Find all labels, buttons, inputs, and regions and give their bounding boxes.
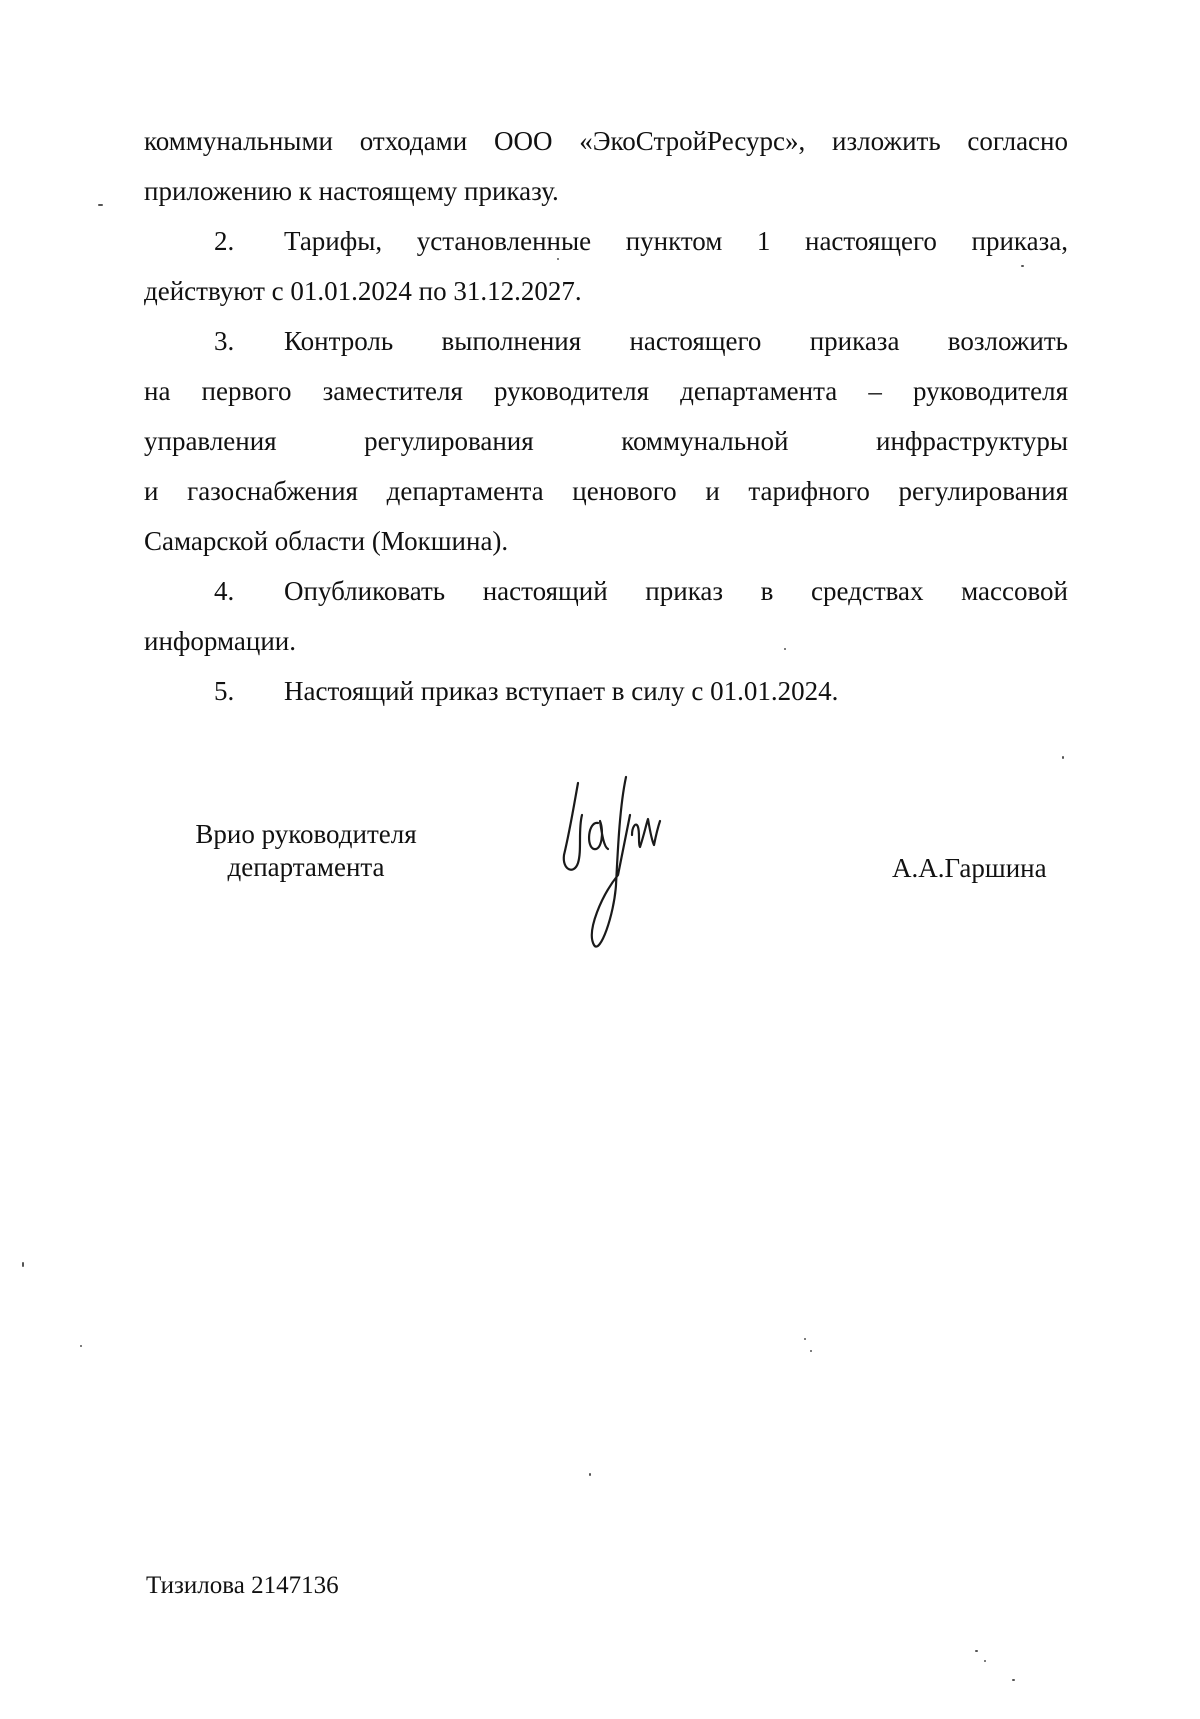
handwritten-signature-icon xyxy=(560,775,670,965)
item-3-text-line-3: управления регулирования коммунальной инфраструктуры xyxy=(144,426,1068,456)
paragraph-1-line-2: приложению к настоящему приказу. xyxy=(144,176,559,206)
item-5-number: 5. xyxy=(214,676,235,706)
item-4-text-line-2: информации. xyxy=(144,626,296,656)
signatory-position xyxy=(186,818,426,884)
item-3-text-line-1: Контроль выполнения настоящего приказа возложить xyxy=(284,326,1068,356)
item-4-line-1 xyxy=(144,566,1068,616)
scan-speck xyxy=(1012,1679,1015,1681)
item-4-number: 4. xyxy=(214,576,235,606)
scan-speck xyxy=(784,648,786,650)
item-4-text-line-1: Опубликовать настоящий приказ в средствах массовой xyxy=(284,576,1068,606)
item-5 xyxy=(144,666,1068,716)
scan-speck xyxy=(804,1338,806,1340)
item-2-number: 2. xyxy=(214,226,235,256)
item-2 xyxy=(144,216,1068,316)
scan-speck xyxy=(589,1473,591,1476)
item-2-text-line-2: действуют с 01.01.2024 по 31.12.2027. xyxy=(144,276,582,306)
item-3 xyxy=(144,316,1068,566)
scan-speck xyxy=(810,1350,812,1352)
signatory-position-line-1: Врио руководителя xyxy=(195,819,417,849)
item-2-line-1 xyxy=(144,216,1068,266)
paragraph-1-line-1: коммунальными отходами ООО «ЭкоСтройРесурс», изложить согласно xyxy=(144,126,1068,156)
item-3-text-line-5: Самарской области (Мокшина). xyxy=(144,526,509,556)
item-2-text-line-1: Тарифы, установленные пунктом 1 настоящего приказа, xyxy=(284,226,1068,256)
signatory-name: А.А.Гаршина xyxy=(892,853,1047,883)
item-3-text-line-4: и газоснабжения департамента ценового и тарифного регулирования xyxy=(144,476,1068,506)
item-3-line-1 xyxy=(144,316,1068,366)
signatory-position-line-2: департамента xyxy=(227,852,385,882)
item-5-line-1 xyxy=(144,666,1068,716)
scan-speck xyxy=(984,1660,986,1662)
scan-speck xyxy=(975,1650,978,1652)
item-4 xyxy=(144,566,1068,666)
scan-speck xyxy=(98,204,103,206)
executor-footer: Тизилова 2147136 xyxy=(146,1572,339,1599)
scan-speck xyxy=(80,1345,82,1347)
scan-speck xyxy=(1021,265,1024,267)
item-3-text-line-2: на первого заместителя руководителя департамента – руководителя xyxy=(144,376,1068,406)
item-5-text: Настоящий приказ вступает в силу с 01.01.2024. xyxy=(284,676,839,706)
scan-speck xyxy=(22,1262,24,1267)
scan-speck xyxy=(1062,756,1064,759)
paragraph-1 xyxy=(144,116,1068,216)
item-3-number: 3. xyxy=(214,326,235,356)
scan-speck xyxy=(557,258,559,260)
